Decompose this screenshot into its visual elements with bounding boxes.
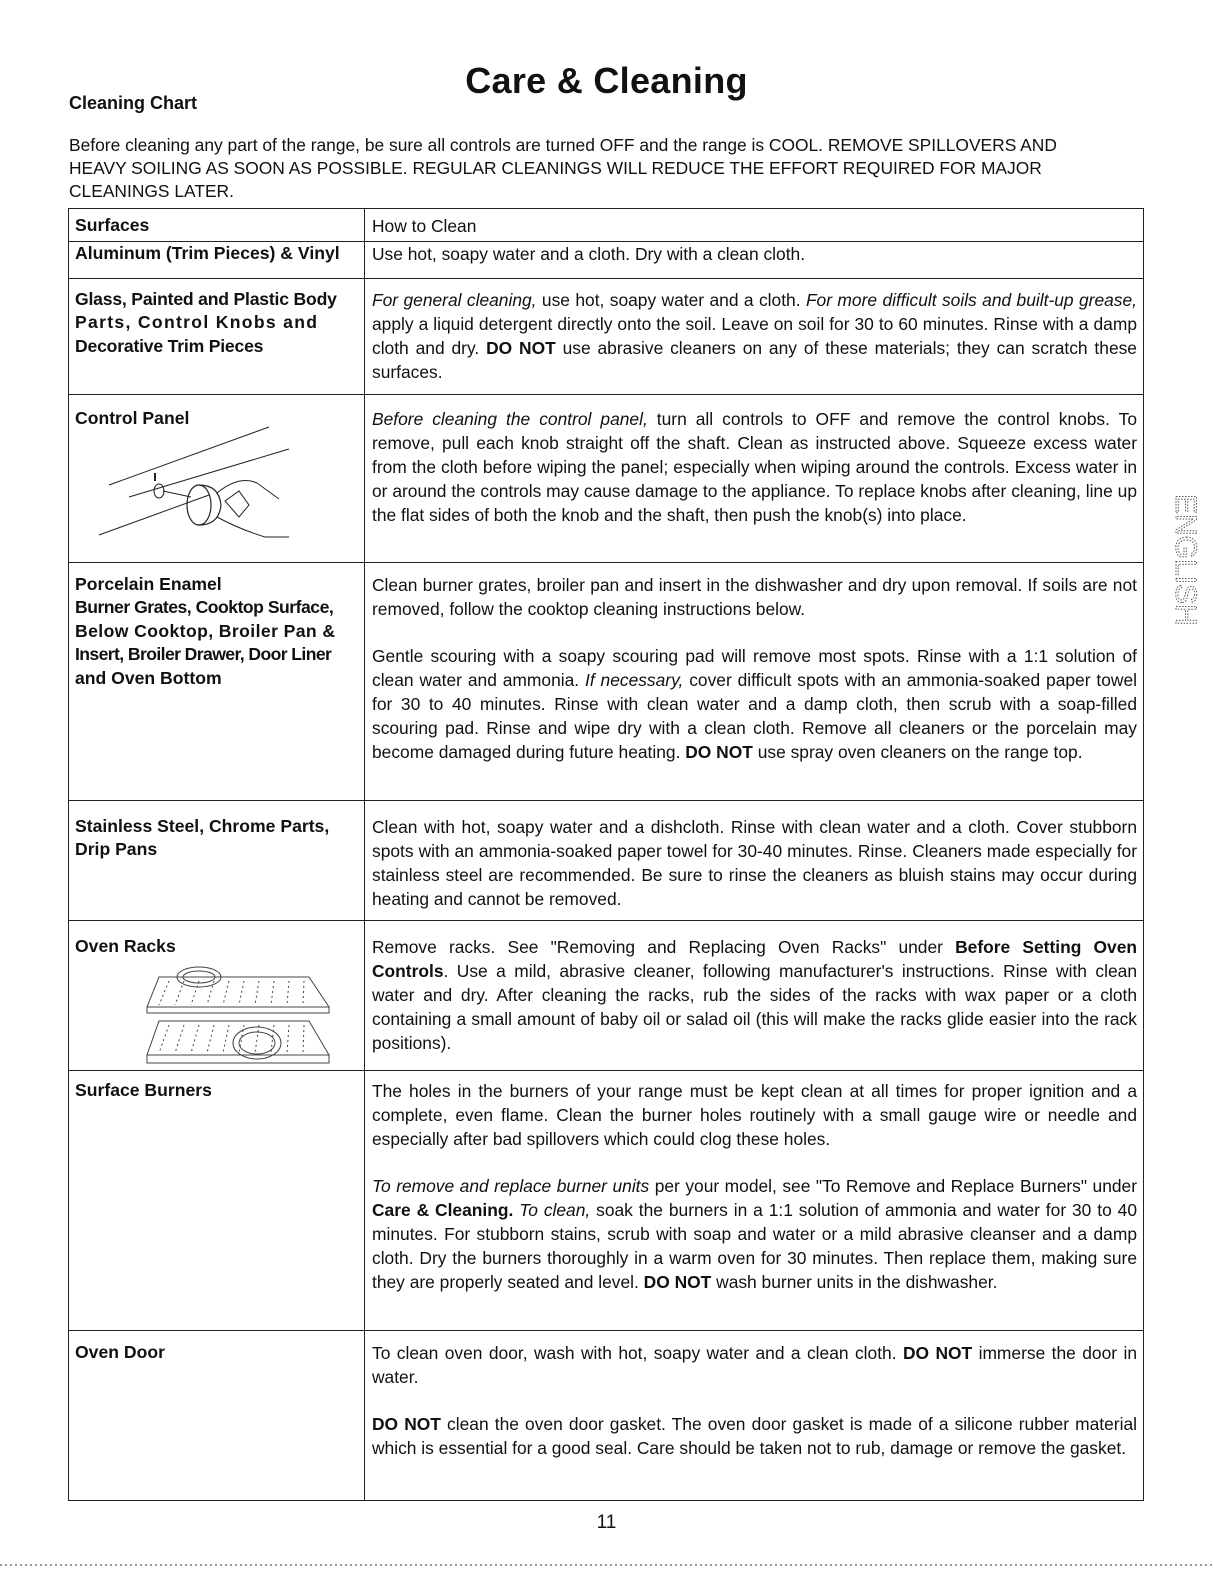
surface-name: Parts, Control Knobs and [75,312,319,333]
how-to-clean-cell [365,1071,1143,1330]
surface-name: Glass, Painted and Plastic Body [75,289,337,309]
how-to-clean-cell [365,1331,1143,1500]
instruction-fragment: Remove racks. See "Removing and Replacing Oven Racks" under [372,937,956,957]
page-title: Care & Cleaning [465,60,748,101]
intro-paragraph [69,134,1149,203]
table-row [69,562,1143,800]
intro-line: Before cleaning any part of the range, be sure all controls are turned OFF and the range is COOL. REMOVE SPILLOVERS AND [69,135,1057,155]
surface-cell [69,279,365,394]
page-number: 11 [596,1512,617,1533]
surface-cell [69,242,365,278]
surface-name: Surface Burners [75,1080,212,1100]
surface-name: Oven Racks [75,936,176,956]
surface-name: Aluminum (Trim Pieces) & Vinyl [75,243,340,263]
emphasis-text: Before cleaning the control panel, [372,409,648,429]
surface-name: Burner Grates, Cooktop Surface, [75,597,334,618]
instruction-fragment: immerse the door in water. [372,1343,1137,1387]
how-to-clean-cell [365,801,1143,920]
instruction-text [372,1412,1137,1460]
instruction-fragment: use hot, soapy water and a cloth. [536,290,806,310]
cleaning-chart-table [68,208,1144,1501]
reference-text: Before Setting Oven Controls [372,937,1137,981]
reference-text: Care & Cleaning. [372,1200,514,1220]
warning-text: DO NOT [486,338,556,358]
warning-text: DO NOT [372,1414,441,1434]
table-row [69,800,1143,920]
oven-rack-illustration [139,951,339,1071]
instruction-text [372,935,1137,1055]
table-row [69,241,1143,278]
instruction-text: Clean burner grates, broiler pan and insert in the dishwasher and dry upon removal. If soils are not removed, follow the cooktop cleaning instructions below. [372,575,1137,619]
emphasis-text: If necessary, [584,670,684,690]
surface-cell [69,921,365,1070]
instruction-text [372,1341,1137,1389]
surface-name: Below Cooktop, Broiler Pan & [75,620,336,641]
language-side-tab [1162,490,1204,650]
intro-line: HEAVY SOILING AS SOON AS POSSIBLE. REGULAR CLEANINGS WILL REDUCE THE EFFORT REQUIRED FOR MAJOR [69,158,1042,178]
surface-cell [69,395,365,562]
instruction-text: Use hot, soapy water and a cloth. Dry with a clean cloth. [372,244,806,264]
warning-text: DO NOT [643,1272,712,1292]
instruction-fragment: wash burner units in the dishwasher. [711,1272,998,1292]
header-surfaces: Surfaces [69,209,365,241]
intro-line: CLEANINGS LATER. [69,181,234,201]
instruction-text [372,407,1137,527]
instruction-fragment: To clean oven door, wash with hot, soapy water and a clean cloth. [372,1343,903,1363]
footer-divider [0,1564,1213,1566]
table-row [69,1070,1143,1330]
instruction-text [372,644,1137,764]
surface-name: and Oven Bottom [75,667,222,688]
table-row [69,394,1143,562]
instruction-fragment: use spray oven cleaners on the range top. [752,742,1083,762]
table-row [69,278,1143,394]
surface-name: Control Panel [75,408,190,428]
emphasis-text: To clean, [519,1200,591,1220]
instruction-fragment: per your model, see "To Remove and Replace Burners" under [649,1176,1138,1196]
table-header-row [69,209,1143,241]
emphasis-text: For more difficult soils and built-up grease, [805,290,1138,310]
surface-name: Insert, Broiler Drawer, Door Liner [75,644,332,665]
side-tab-text: ENGLISH [1169,494,1202,626]
instruction-fragment: soak the burners in a 1:1 solution of ammonia and water for 30 to 40 minutes. For stubborn stains, scrub with soap and water or a mild abrasive cleanser and a damp cloth. Dry the burners thoroughly in a warm oven for 30 minutes. Then replace them, making sure they are properly seated and level. [372,1200,1137,1292]
how-to-clean-cell [365,242,1143,278]
surface-name: Decorative Trim Pieces [75,335,264,356]
warning-text: DO NOT [902,1343,973,1363]
instruction-fragment: . Use a mild, abrasive cleaner, following manufacturer's instructions. Rinse with clean water and dry. After cleaning the racks, rub the sides of the racks with wax paper or a cloth containing a small amount of baby oil or salad oil (this will make the racks glide easier into the rack positions). [372,961,1137,1053]
surface-name: Oven Door [75,1342,165,1362]
instruction-fragment: cover difficult spots with an ammonia-soaked paper towel for 30 to 40 minutes. Rinse with clean water and a damp cloth, then scrub with a soap-filled scouring pad. Rinse and wipe dry with a clean cloth. Remove all cleaners or the porcelain may become damaged during future heating. [372,670,1137,762]
instruction-text: The holes in the burners of your range must be kept clean at all times for proper ignition and a complete, even flame. Clean the burner holes routinely with a small gauge wire or needle and especially after bad spillovers which could clog these holes. [372,1081,1137,1149]
control-knob-illustration [89,425,319,555]
surface-cell [69,1071,365,1330]
instruction-text [372,1174,1137,1294]
instruction-fragment: turn all controls to OFF and remove the control knobs. To remove, pull each knob straight off the shaft. Clean as instructed above. Squeeze excess water from the cloth before wiping the panel; especially when wiping around the controls. Excess water in or around the controls may cause damage to the appliance. To replace knobs after cleaning, line up the flat sides of both the knob and the shaft, then push the knob(s) into place. [372,409,1137,525]
surface-name: Drip Pans [75,839,158,860]
instruction-fragment: Gentle scouring with a soapy scouring pad will remove most spots. Rinse with a 1:1 solution of clean water and ammonia. [372,646,1137,690]
instruction-fragment: use abrasive cleaners on any of these materials; they can scratch these surfaces. [372,338,1137,382]
how-to-clean-cell [365,395,1143,562]
emphasis-text: To remove and replace burner units [372,1176,650,1196]
emphasis-text: For general cleaning, [372,290,537,310]
surface-cell [69,563,365,800]
table-row [69,920,1143,1070]
warning-text: DO NOT [685,742,753,762]
header-how-to-clean: How to Clean [372,216,477,236]
section-label: Cleaning Chart [69,93,198,113]
surface-name: Stainless Steel, Chrome Parts, [75,816,330,836]
how-to-clean-cell [365,279,1143,394]
how-to-clean-cell [365,921,1143,1070]
instruction-fragment: apply a liquid detergent directly onto the soil. Leave on soil for 30 to 60 minutes. Rinse with a damp cloth and dry. [372,314,1137,358]
table-row [69,1330,1143,1500]
instruction-fragment: clean the oven door gasket. The oven door gasket is made of a silicone rubber material which is essential for a good seal. Care should be taken not to rub, damage or remove the gasket. [372,1414,1137,1458]
surface-name: Porcelain Enamel [75,574,222,594]
instruction-text [372,288,1137,384]
instruction-text: Clean with hot, soapy water and a dishcloth. Rinse with clean water and a cloth. Cover stubborn spots with an ammonia-soaked paper towel for 30-40 minutes. Rinse. Cleaners made especially for stainless steel are recommended. Be sure to rinse the cleaners as bluish stains may occur during heating and cannot be removed. [372,817,1137,909]
surface-cell [69,801,365,920]
how-to-clean-cell [365,563,1143,800]
surface-cell [69,1331,365,1500]
